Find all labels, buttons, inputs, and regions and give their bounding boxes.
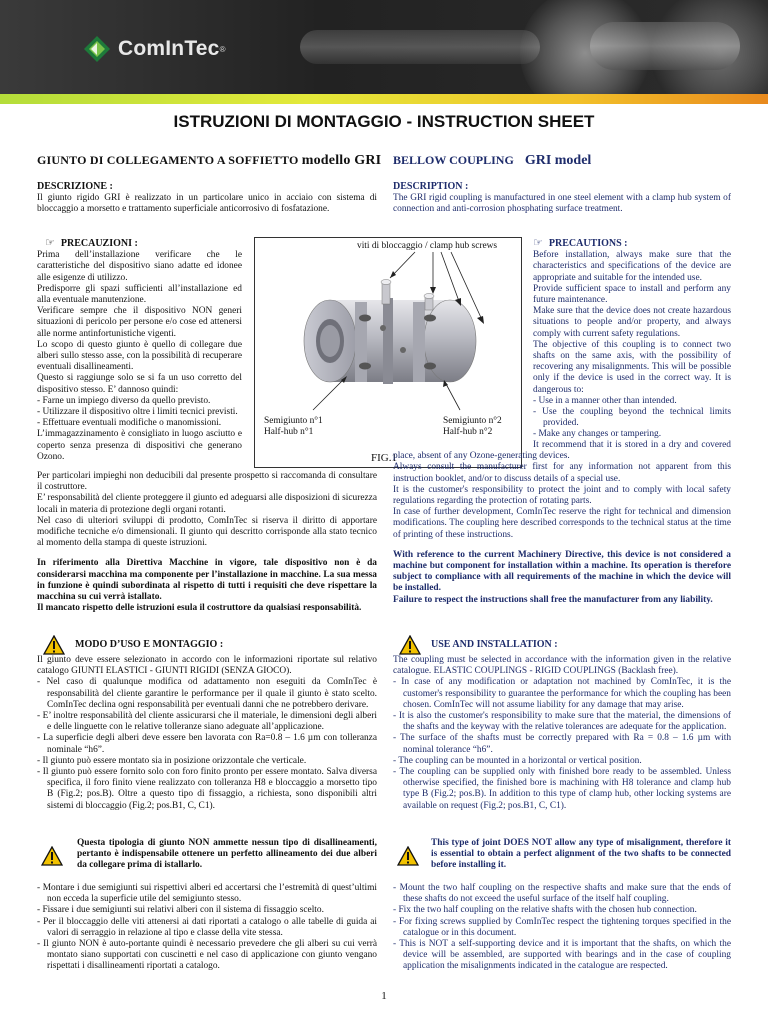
list-item: - Fix the two half coupling on the relative shafts with the chosen hub connection. [393, 905, 731, 916]
shaft-graphic [590, 22, 740, 70]
list-item: - Montare i due semigiunti sui rispettivi alberi ed accertarsi che l’estremità di quest’ultimi non ecceda la superficie utile del semigiunto stesso. [37, 883, 377, 905]
list-item: - In case of any modification or adaptation not machined by ComInTec, it is the customer's responsibility to guarantee the performance for which the coupling has been chosen. ComInTec will not assume liability for any damage that may arise. [393, 677, 731, 711]
logo-mark-icon [82, 34, 112, 64]
warning-icon [397, 846, 419, 866]
warning-en-text: This type of joint DOES NOT allow any type of misalignment, therefore it is essential to obtain a perfect alignment of the two shafts to be connected before installing it. [431, 838, 731, 871]
precautions-en-p6: Always consult the manufacturer first for any information not apparent from this instruction booklet, and/or to discuss details of a special use. [393, 462, 731, 484]
list-item: - Il giunto può essere fornito solo con foro finito pronto per essere montato. Salva diversa specifica, il foro finito viene realizzato con tolleranza H8 e bloccaggio a morsetto tipo B (Fig.2; pos.B). Oltre a questo tipo di fissaggio, a richiesta, sono disponibili altri sistemi di bloccaggio (Fig.2; pos.B1, C, C1). [37, 767, 377, 812]
list-item: - Farne un impiego diverso da quello previsto. [37, 396, 242, 407]
precautions-it-p9: Nel caso di ulteriori sviluppi di prodotto, ComInTec si riserva il diritto di apportare modifiche tecniche e/o dimensionali. Il giunto qui descritto corrisponde alla stato tecnico al momento della stampa di queste istruzioni. [37, 515, 377, 549]
precautions-en-p1: Before installation, always make sure that the characteristics and specifications of the device are appropriate and suitable for the intended use. [533, 250, 731, 283]
description-it: DESCRIZIONE : Il giunto rigido GRI è realizzato in un particolare unico in acciaio con sistema di bloccaggio a morsetto e trattamento superficiale anticorrosivo di fosfatazione. [37, 181, 377, 215]
page-title: ISTRUZIONI DI MONTAGGIO - INSTRUCTION SHEET [173, 112, 595, 131]
precautions-it-p3: Verificare sempre che il dispositivo NON generi situazioni di pericolo per persone e/o cose ed attenersi alle norme antinfortunistiche vigenti. [37, 306, 242, 339]
figure-label-hub2-en: Half-hub n°2 [443, 427, 493, 437]
use-it-list [37, 677, 377, 811]
precautions-it-p6: L’immagazzinamento è consigliato in luogo asciutto e coperto senza presenza di dispositivi che generano Ozono. [37, 429, 242, 462]
logo-text: ComInTec [118, 37, 220, 60]
list-item: - Effettuare eventuali modifiche o manomissioni. [37, 418, 242, 429]
precautions-en-p7: It is the customer's responsibility to protect the joint and to comply with local safety regulations regarding the protection of rotating parts. [393, 484, 731, 507]
precautions-it-wide [37, 471, 377, 614]
list-item: - Il giunto NON è auto-portante quindi è necessario prevedere che gli alberi su cui verrà montato siano supportati con cuscinetti e nel caso di applicazione con giunto vengano rispettati i disallineamenti riportati a catalogo. [37, 939, 377, 973]
cominteclogo [82, 34, 225, 64]
logo-registered: ® [219, 44, 226, 54]
use-it-intro: Il giunto deve essere selezionato in accordo con le informazioni riportate sul relativo catalogo GIUNTI ELASTICI - GIUNTI RIGIDI (SENZA GIOCO). [37, 655, 377, 677]
warning-it-text: Questa tipologia di giunto NON ammette nessun tipo di disallineamenti, pertanto è indispensabile ottenere un perfetto allineamento dei due alberi da collegare prima di istallarlo. [77, 838, 377, 871]
precautions-it-heading: PRECAUZIONI [60, 238, 132, 249]
directive-it: In riferimento alla Direttiva Macchine in vigore, tale dispositivo non è da considerarsi macchina ma componente per l’installazione in macchine. La sua messa in funzione è quindi subordinata al rispetto di tutti i requisiti che deve rispettare la macchina su cui verrà istallato. [37, 558, 377, 603]
subtitle-en [393, 153, 591, 169]
directive-it-2: Il mancato rispetto delle istruzioni esula il costruttore da qualsiasi responsabilità. [37, 603, 362, 614]
description-en-heading: DESCRIPTION [393, 181, 463, 192]
description-it-heading: DESCRIZIONE [37, 181, 108, 192]
shaft-graphic [300, 30, 540, 64]
figure-label-hub1-en: Half-hub n°1 [264, 427, 314, 437]
description-en-text: The GRI rigid coupling is manufactured in one steel element with a clamp hub system of connection and anti-corrosion phosphating surface treatment. [393, 193, 731, 215]
list-item: - E’ inoltre responsabilità del cliente assicurarsi che il materiale, le dimensioni degli alberi e delle linguette con le relative tolleranze siano adeguate all’applicazione. [37, 711, 377, 733]
precautions-it-p2: Predisporre gli spazi sufficienti all’installazione ed alla eventuale manutenzione. [37, 283, 242, 306]
use-it-steps-list [37, 883, 377, 973]
description-en: DESCRIPTION : The GRI rigid coupling is manufactured in one steel element with a clamp hub system of connection and anti-corrosion phosphating surface treatment. [393, 181, 731, 215]
use-it-steps [37, 883, 377, 973]
precautions-it-narrow: ☞ PRECAUZIONI : Prima dell’installazione verificare che le caratteristiche del dispositivo siano adatte ed idonee alle esigenze di utilizzo. Predisporre gli spazi sufficienti all’installazione ed alla eventuale manutenzione. Verificare sempre che il dispositivo NON generi situazioni di pericolo per persone e/o cose ed attenersi alle norme antinfortunistiche vigenti. Lo scopo di questo giunto è quello di collegare due alberi sullo stesso asse, con la possibilità di recuperare eventuali disallineamenti. Questo si raggiunge solo se si fa un uso corretto del dispositivo stesso. E’ dannoso quindi: - Farne un impiego diverso da quello previsto. - Utilizzare il dispositivo oltre i limiti tecnici previsti. - Effettuare eventuali modifiche o manomissioni. L’immagazzinamento è consigliato in luogo asciutto e coperto senza presenza di dispositivi che generano Ozono. [37, 237, 242, 463]
precautions-en-p3: Make sure that the device does not create hazardous situations to people and/or property, and always comply with current safety regulations. [533, 306, 731, 339]
precautions-it-p1: Prima dell’installazione verificare che le caratteristiche del dispositivo siano adatte ed idonee alle esigenze di utilizzo. [37, 250, 242, 283]
precautions-it-list [37, 396, 242, 430]
precautions-en-wide [393, 440, 731, 606]
pointing-hand-icon: ☞ [45, 236, 55, 249]
precautions-en-p2: Provide sufficient space to install and perform any future maintenance. [533, 283, 731, 306]
subtitle-it-model: modello GRI [301, 153, 382, 168]
list-item: - This is NOT a self-supporting device and it is important that the shafts, on which the device will be assembled, are supported with bearings and in the case of coupling application the misalignments indicated in the catalogue are respected. [393, 939, 731, 973]
figure-label-hub1-it: Semigiunto n°1 [264, 416, 323, 426]
subtitle-en-model: GRI model [524, 153, 592, 168]
list-item: - Fissare i due semigiunti sui relativi alberi con il sistema di fissaggio scelto. [37, 905, 377, 916]
list-item: - Make any changes or tampering. [533, 429, 731, 440]
use-en-steps [393, 883, 731, 973]
precautions-it-p4: Lo scopo di questo giunto è quello di collegare due alberi sullo stesso asse, con la possibilità di recuperare eventuali disallineamenti. [37, 339, 242, 373]
list-item: - The coupling can be supplied only with finished bore ready to be assembled. Unless otherwise specified, the finished bore is machining with H8 tolerance and clamp hub type B (Fig.2; pos.B). In addition to this type of clamp hub, other locking systems are available on request (Fig.2; pos.B1, C, C1). [393, 767, 731, 812]
use-it-heading: MODO D’USO E MONTAGGIO [75, 639, 218, 651]
list-item: - Per il bloccaggio delle viti attenersi ai dati riportati a catalogo o alle tabelle di guida ai valori di serraggio in relazione al tipo e classe della vite stessa. [37, 917, 377, 939]
pointing-hand-icon: ☞ [533, 236, 543, 249]
precautions-it-p7: Per particolari impieghi non deducibili dal presente prospetto si raccomanda di consultare il costruttore. [37, 471, 377, 493]
warning-en [393, 838, 731, 872]
directive-en: With reference to the current Machinery Directive, this device is not considered a machine but component for installation within a machine. Its operation is therefore subject to compliance with all requirements of the machine in which the device will be installed. [393, 549, 731, 594]
precautions-en-p5: It recommend that it is stored in a dry and covered place, absent of any Ozone-generating devices. [393, 440, 731, 462]
figure-label-hub2-it: Semigiunto n°2 [443, 416, 502, 426]
subtitle-en-prefix: BELLOW COUPLING [393, 153, 514, 167]
list-item: - For fixing screws supplied by ComInTec respect the tightening torques specified in the catalogue or in this document. [393, 917, 731, 939]
use-en-intro: The coupling must be selected in accordance with the information given in the relative catalogue. ELASTIC COUPLINGS - RIGID COUPLINGS (Backlash free). [393, 655, 731, 677]
precautions-en-list [533, 396, 731, 441]
subtitle-it [37, 153, 381, 169]
list-item: - Il giunto può essere montato sia in posizione orizzontale che verticale. [37, 756, 377, 767]
precautions-en-heading: PRECAUTIONS [548, 238, 622, 249]
use-en: USE AND INSTALLATION : The coupling must be selected in accordance with the information given in the relative catalogue. ELASTIC COUPLINGS - RIGID COUPLINGS (Backlash free). - In case of any modification or adaptation not machined by ComInTec, it is the customer's responsibility to guarantee the performance for which the coupling has been chosen. ComInTec will not assume liability for any damage that may arise. - It is also the customer's responsibility to make sure that the material, the dimensions of the shafts and the keyway with the relative tolerances are adequate for the application. - The surface of the shafts must be correctly prepared with Ra = 0.8 – 1.6 µm with nominal tolerance “h6”. - The coupling can be mounted in a horizontal or vertical position. - The coupling can be supplied only with finished bore ready to be assembled. Unless otherwise specified, the finished bore is machining with H8 tolerance and clamp hub type B (Fig.2; pos.B). In addition to this type of clamp hub, other locking systems are available on request (Fig.2; pos.B1, C, C1). [393, 635, 731, 812]
list-item: - Utilizzare il dispositivo oltre i limiti tecnici previsti. [37, 407, 242, 418]
precautions-en-p4: The objective of this coupling is to connect two shafts on the same axis, with the possibility of recovering any misalignments. This will be possible only if the device is used in the correct way. It is dangerous to: [533, 339, 731, 395]
list-item: - La superficie degli alberi deve essere ben lavorata con Ra=0.8 – 1.6 µm con tolleranza nominale “h6”. [37, 733, 377, 755]
use-en-steps-list [393, 883, 731, 973]
list-item: - It is also the customer's responsibility to make sure that the material, the dimensions of the shafts and the keyway with the relative tolerances are adequate for the application. [393, 711, 731, 733]
use-en-heading: USE AND INSTALLATION [431, 639, 552, 651]
figure-1 [254, 237, 522, 468]
list-item: - Use in a manner other than intended. [533, 396, 731, 407]
subtitle-it-prefix: GIUNTO DI COLLEGAMENTO A SOFFIETTO [37, 153, 299, 167]
use-it: MODO D’USO E MONTAGGIO : Il giunto deve essere selezionato in accordo con le informazioni riportate sul relativo catalogo GIUNTI ELASTICI - GIUNTI RIGIDI (SENZA GIOCO). - Nel caso di qualunque modifica od adattamento non eseguiti da ComInTec è responsabilità del cliente garantire le performance per il quale il giunto è stato scelto. ComInTec declina ogni responsabilità per eventuali danni che ne potrebbero derivare. - E’ inoltre responsabilità del cliente assicurarsi che il materiale, le dimensioni degli alberi e delle linguette con le relative tolleranze siano adeguate all’applicazione. - La superficie degli alberi deve essere ben lavorata con Ra=0.8 – 1.6 µm con tolleranza nominale “h6”. - Il giunto può essere montato sia in posizione orizzontale che verticale. - Il giunto può essere fornito solo con foro finito pronto per essere montato. Salva diversa specifica, il foro finito viene realizzato con tolleranza H8 e bloccaggio a morsetto tipo B (Fig.2; pos.B). Oltre a questo tipo di fissaggio, a richiesta, sono disponibili altri sistemi di bloccaggio (Fig.2; pos.B1, C, C1). [37, 635, 377, 812]
header-banner [0, 0, 768, 104]
precautions-en-narrow: ☞ PRECAUTIONS : Before installation, always make sure that the characteristics and specifications of the device are appropriate and suitable for the intended use. Provide sufficient space to install and perform any future maintenance. Make sure that the device does not create hazardous situations to people and/or property, and always comply with current safety regulations. The objective of this coupling is to connect two shafts on the same axis, with the possibility of recovering any misalignments. This will be possible only if the device is used in the correct way. It is dangerous to: - Use in a manner other than intended. - Use the coupling beyond the technical limits provided. - Make any changes or tampering. [533, 237, 731, 441]
precautions-en-p8: In case of further development, ComInTec reserve the right for technical and dimension modifications. The coupling here described corresponds to the technical status at the time of printing of these instructions. [393, 507, 731, 540]
figure-label-screws: viti di bloccaggio / clamp hub screws [357, 241, 498, 251]
warning-icon [41, 846, 63, 866]
list-item: - Nel caso di qualunque modifica od adattamento non eseguiti da ComInTec è responsabilità del cliente garantire le performance per il quale il giunto è stato scelto. ComInTec declina ogni responsabilità per eventuali danni che ne potrebbero derivare. [37, 677, 377, 711]
page-number: 1 [381, 990, 387, 1002]
list-item: - The surface of the shafts must be correctly prepared with Ra = 0.8 – 1.6 µm with nominal tolerance “h6”. [393, 733, 731, 755]
description-it-text: Il giunto rigido GRI è realizzato in un particolare unico in acciaio con sistema di bloccaggio a morsetto e trattamento superficiale anticorrosivo di fosfatazione. [37, 193, 377, 215]
warning-icon [43, 635, 65, 655]
color-strip [0, 94, 768, 104]
precautions-it-p8: E’ responsabilità del cliente proteggere il giunto ed adeguarsi alle disposizioni di sicurezza locali in materia di protezione degli organi rotanti. [37, 493, 377, 515]
list-item: - Use the coupling beyond the technical limits provided. [533, 407, 731, 429]
list-item: - Mount the two half coupling on the respective shafts and make sure that the ends of these shafts do not exceed the useful surface of the itself half coupling. [393, 883, 731, 905]
figure-caption: FIG.1 [371, 452, 397, 464]
directive-en-2: Failure to respect the instructions shall free the manufacturer from any liability. [393, 594, 713, 605]
warning-icon [399, 635, 421, 655]
precautions-it-p5: Questo si raggiunge solo se si fa un uso corretto del dispositivo stesso. E’ dannoso quindi: [37, 373, 242, 395]
use-en-list [393, 677, 731, 811]
list-item: - The coupling can be mounted in a horizontal or vertical position. [393, 756, 731, 767]
warning-it [37, 838, 377, 872]
